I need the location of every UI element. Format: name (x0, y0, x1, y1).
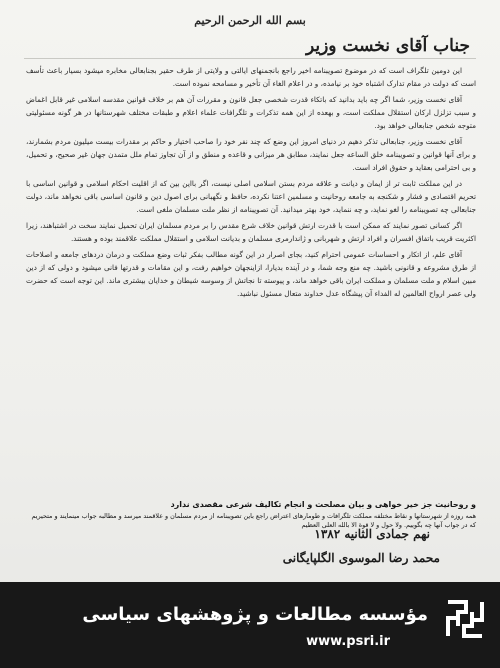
paragraph: در این مملکت ثابت تر از ایمان و دیانت و علاقه مردم بستن اسلامی اصلی نیست، اگر بااین بین که از اقلیت احکام اسلامی و قوانین اساسی با تحریم اقتصادی و فشار و شکنجه به جامعه روحانیت و مسلمین اعتنا نکرده، حافظ و نگهبانی برای اصول دین و قانون اساسی باقی نخواهد ماند، دولت جنابعالی چه تصویبنامه را لغو نماید، و چه ننماید، خود بهتر میدانید. آن تصویبنامه از نظر ملت مسلمان ملغی است. (26, 179, 476, 214)
emphasis-line: همه روزه از شهرستانها و نقاط مختلفه مملکت تلگرافات و طومارهای اعتراض راجع باین تصویبنامه از مردم مسلمان و علاقمند میرسد و مطالبه جواب مینمایند و متحیریم که در جواب آنها چه بگوییم. ولا حول و لا قوة الا بالله العلی العظیم (31, 512, 476, 529)
basmala: بسم الله الرحمن الرحیم (194, 14, 306, 27)
psri-logo-icon (442, 596, 488, 642)
footer-banner (0, 582, 500, 668)
signature-date: نهم جمادی الثانیه ۱۳۸۲ (314, 527, 430, 541)
paragraph: آقای نخست وزیر، شما اگر چه باید بدانید که باتکاء قدرت شخصی جعل قانون و مقررات آن هم بر خلاف قوانین مقدسه اسلامی غیر قابل اغماض و سبب تزلزل ارکان استقلال مملکت است، و بهعده از این همه تذکرات و تلگرافات علماء اعلام و طبقات مختلف شهرستانها در هر گونه مسئولیتی متوجه شخص جنابعالی خواهد بود. (26, 95, 476, 130)
paragraph: این دومین تلگراف است که در موضوع تصویبنامه اخیر راجع بانجمنهای ایالتی و ولایتی از طرف حقیر بجنابعالی مخابره میشود بسیار باعث تأسف است که دولت در مقام تدارک اشتباه خود بر نیامده، و در اعلام الغاء آن تأخیر و مسامحه نموده است. (26, 66, 476, 88)
paragraph: اگر کسانی تصور نمایند که ممکن است با قدرت ارتش قوانین خلاف شرع مقدس را بر مردم مسلمان ایران تحمیل نمایند سخت در اشتباهند، زیرا اکثریت قریب باتفاق افسران و افراد ارتش و شهربانی و ژاندارمری مسلمان و بدیانت اسلامی و استقلال مملکت علاقمند بوده و هستند. (26, 221, 476, 243)
salutation-heading: جناب آقای نخست وزیر (305, 36, 470, 56)
paragraph: آقای علم، از اتکار و احساسات عمومی احترام کنید، بجای اصرار در این گونه مطالب بفکر ثبات وضع مملکت و درمان دردهای جامعه و اصلاحات از طرق مشروعه و قانونی باشید. چه منع وجه شما، و در آینده بدیارا، ازاینجهان خواهیم رفت، و این مقامات و قدرتها فانی میشود و دولی که از دین مبین اسلام و ملت مسلمان و مملکت ایران باقی خواهد ماند، و پیوسته تا نجاتش از وسوسه شیطان و خدایان بیشتری ماند. این توجه است که حضرت ولی عصر ارواح العالمین له الفداء آن پیشگاه عدل خداوند متعال مسئول نباشید. (26, 250, 476, 298)
emphasis-line: و روحانیت جز خیر خواهی و بیان مصلحت و انجام تکالیف شرعی مقصدی ندارد (170, 500, 476, 509)
website-url[interactable]: www.psri.ir (306, 634, 390, 649)
organization-name: مؤسسه مطالعات و پژوهشهای سیاسی (82, 604, 428, 625)
signature-name: محمد رضا الموسوی الگلپایگانی (282, 551, 440, 565)
paragraph: آقای نخست وزیر، جنابعالی تذکر دهیم در دنیای امروز این وضع که چند نفر خود را صاحب اختیار و حاکم بر مقدرات بیست میلیون مردم بشمارند، و برای آنها قوانین و تصویبنامه خلق الساعه جعل نمایند، مطابق هر میزانی و قاعده و منطق و از آن تجاوز تمام ملل متمدن جهان غیر صحیح، و تحمیل، و بی احترامی بعقاید و حقوق افراد است. (26, 137, 476, 172)
letter-body (26, 64, 476, 516)
header-divider (24, 58, 476, 59)
